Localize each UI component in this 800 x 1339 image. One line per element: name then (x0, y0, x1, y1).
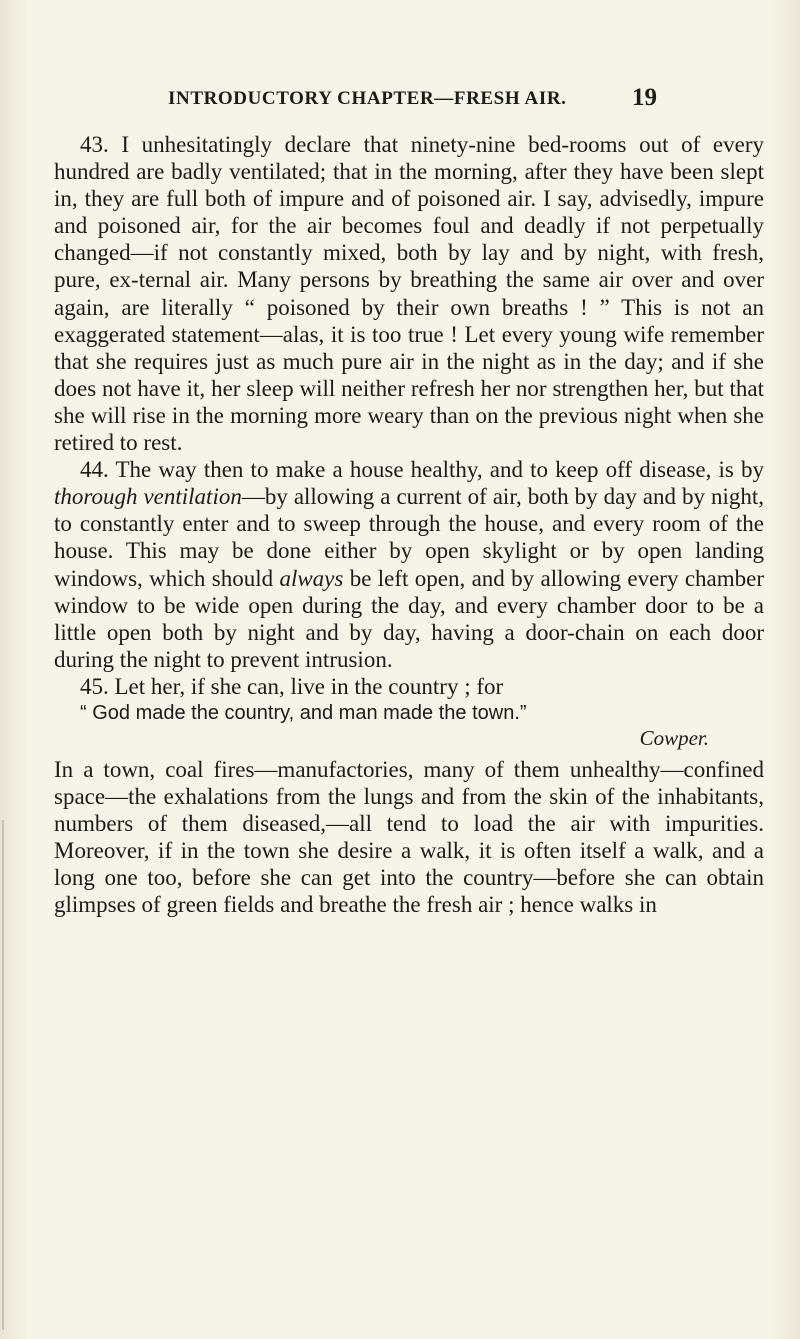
page-header (0, 84, 800, 118)
paragraph-45: 45. Let her, if she can, live in the country ; for (80, 673, 504, 699)
paragraph-44-emphasis-always: always (279, 565, 344, 591)
running-head: INTRODUCTORY CHAPTER—FRESH AIR. (168, 88, 567, 109)
page-number: 19 (632, 84, 657, 111)
paragraph-44 (54, 456, 764, 673)
quote-attribution: Cowper. (639, 725, 709, 750)
paragraph-44-text-middle: —by allowing a current of air, both by day and by night, to constantly enter and to sweep through the house, and every room of the house. This may be done either by open skylight or by open landing windows, which should (54, 484, 765, 591)
paragraph-44-emphasis: thorough ventilation (54, 484, 242, 510)
paragraph-43: 43. I unhesitatingly declare that ninety-nine bed-rooms out of every hundred are badly ventilated; that in the morning, after they have been slept in, they are full both of impure and of poisoned air. I say, advisedly, impure and poisoned air, for the air becomes foul and deadly if not perpetually changed—if not constantly mixed, both by lay and by night, with fresh, pure, ex-ternal air. Many persons by breathing the same air over and over again, are literally “ poisoned by their own breaths ! ” This is not an exaggerated statement—alas, it is too true ! Let every young wife remember that she requires just as much pure air in the night as in the day; and if she does not have it, her sleep will neither refresh her nor strengthen her, but that she will rise in the morning more weary than on the previous night when she retired to rest. (54, 132, 764, 456)
page-edge-shadow (2, 820, 4, 1330)
block-quote: “ God made the country, and man made the town.” (80, 701, 527, 724)
paragraph-44-text-end: be left open, and by allowing every chamber window to be wide open during the day, and every chamber door to be a little open both by night and by day, having a door-chain on each door during the night to prevent intrusion. (54, 565, 764, 672)
paragraph-continuation: In a town, coal fires—manufactories, many of them unhealthy—confined space—the exhalations from the lungs and from the skin of the inhabitants, numbers of them diseased,—all tend to load the air with impurities. Moreover, if in the town she desire a walk, it is often itself a walk, and a long one too, before she can get into the country—before she can obtain glimpses of green fields and breathe the fresh air ; hence walks in (54, 756, 764, 918)
body-text (54, 131, 764, 919)
paragraph-44-text-start: 44. The way then to make a house healthy, and to keep off disease, is by (80, 457, 764, 483)
